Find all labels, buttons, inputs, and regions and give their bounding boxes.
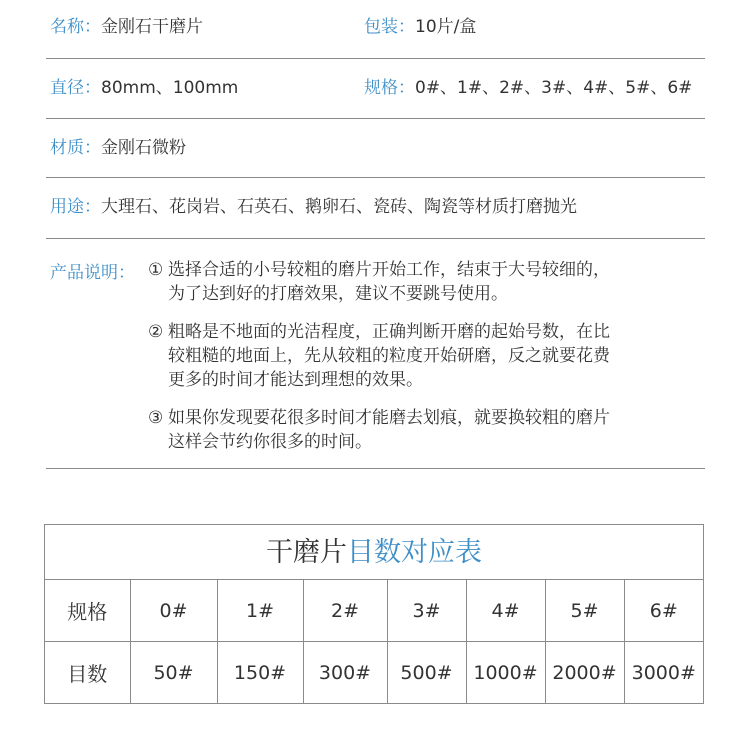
spec-grade-label: 规格： [364, 78, 415, 98]
mesh-cell: 1000# [466, 642, 545, 704]
row-header-mesh: 目数 [45, 642, 130, 704]
mesh-cell: 50# [130, 642, 217, 704]
description-item-line: 为了达到好的打磨效果，建议不要跳号使用。 [168, 284, 508, 304]
spec-diameter-label: 直径： [50, 78, 101, 98]
description-item-line: 较粗糙的地面上，先从较粗的粒度开始研磨，反之就要花费 [168, 346, 610, 366]
spec-row-material [46, 119, 705, 178]
mesh-cell: 300# [303, 642, 387, 704]
spec-package [364, 15, 476, 39]
spec-material-label: 材质： [50, 138, 101, 158]
description-item-line: 粗略是不地面的光洁程度，正确判断开磨的起始号数，在比 [168, 322, 610, 342]
mesh-grid [45, 580, 703, 703]
row-header-spec: 规格 [45, 580, 130, 642]
table-row-mesh [45, 642, 703, 704]
spec-diameter [50, 76, 238, 100]
description-item [148, 320, 708, 392]
spec-usage [50, 195, 577, 219]
description-item [148, 406, 708, 454]
description-item-line: 更多的时间才能达到理想的效果。 [168, 370, 423, 390]
spec-usage-label: 用途： [50, 197, 101, 217]
spec-row-usage [46, 178, 705, 239]
description-item-number: ① [148, 260, 164, 280]
spec-name-value: 金刚石干磨片 [101, 17, 203, 37]
spec-package-label: 包装： [364, 17, 415, 37]
spec-grade [364, 76, 692, 100]
description-item-line: 这样会节约你很多的时间。 [168, 432, 372, 452]
spec-row-diameter-spec [46, 59, 705, 119]
product-description [46, 239, 705, 469]
spec-name-label: 名称： [50, 17, 101, 37]
table-title-dark: 干磨片 [266, 537, 347, 568]
table-title [45, 525, 703, 580]
spec-cell: 2# [303, 580, 387, 642]
description-item-line: 如果你发现要花很多时间才能磨去划痕，就要换较粗的磨片 [168, 408, 610, 428]
description-item-line: 选择合适的小号较粗的磨片开始工作，结束于大号较细的， [168, 260, 610, 280]
description-item [148, 258, 708, 306]
spec-material-value: 金刚石微粉 [101, 138, 186, 158]
table-title-blue: 目数对应表 [347, 537, 482, 568]
spec-cell: 3# [387, 580, 466, 642]
spec-cell: 4# [466, 580, 545, 642]
spec-row-name-package [46, 0, 705, 59]
table-row-spec [45, 580, 703, 642]
spec-cell: 5# [545, 580, 624, 642]
spec-usage-value: 大理石、花岗岩、石英石、鹅卵石、瓷砖、陶瓷等材质打磨抛光 [101, 197, 577, 217]
spec-cell: 6# [624, 580, 703, 642]
spec-cell: 0# [130, 580, 217, 642]
spec-diameter-value: 80mm、100mm [101, 78, 239, 98]
spec-package-value: 10片/盒 [415, 17, 477, 37]
mesh-cell: 3000# [631, 661, 696, 684]
description-item-number: ② [148, 322, 164, 342]
description-list [148, 258, 708, 468]
spec-section [46, 0, 705, 469]
mesh-table [44, 524, 704, 704]
spec-cell: 1# [217, 580, 303, 642]
mesh-cell: 2000# [545, 642, 624, 704]
spec-name [50, 15, 203, 39]
description-label: 产品说明： [50, 263, 135, 283]
mesh-cell: 150# [217, 642, 303, 704]
description-item-number: ③ [148, 408, 164, 428]
spec-grade-value: 0#、1#、2#、3#、4#、5#、6# [415, 78, 693, 98]
spec-material [50, 136, 186, 160]
mesh-cell: 500# [387, 642, 466, 704]
